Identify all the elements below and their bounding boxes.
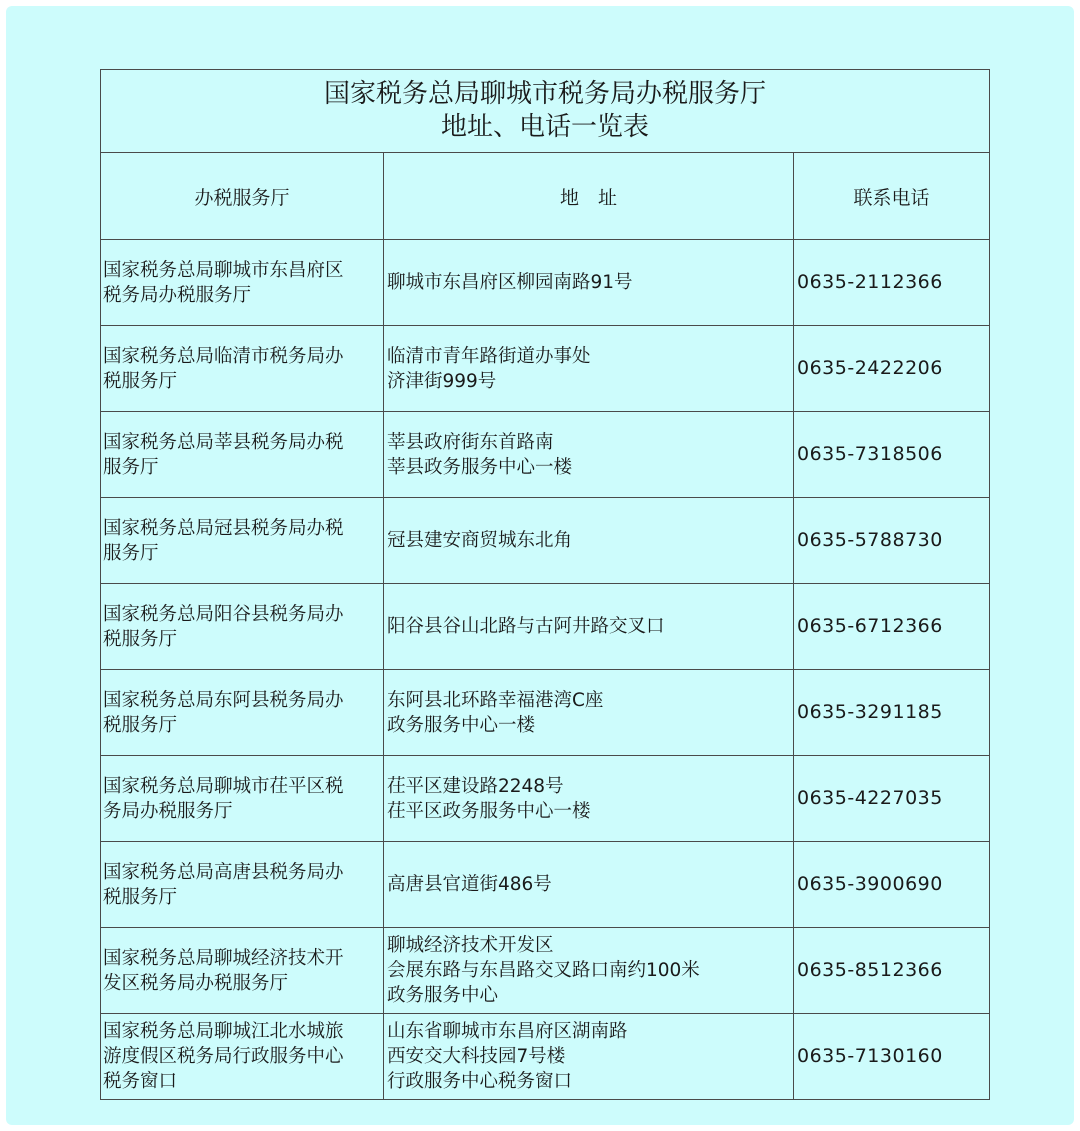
table-title-line-1: 国家税务总局聊城市税务局办税服务厅 xyxy=(323,79,766,109)
hall-name-cell-line: 国家税务总局冠县税务局办税 xyxy=(103,517,344,539)
table-row xyxy=(101,756,990,842)
address-cell-line: 莘县政府街东首路南 xyxy=(387,431,554,453)
hall-name-cell xyxy=(101,412,384,498)
table-title-line-2: 地址、电话一览表 xyxy=(440,112,649,142)
hall-name-cell-line: 国家税务总局聊城市东昌府区 xyxy=(103,259,344,281)
phone-cell: 0635-3291185 xyxy=(794,670,990,756)
phone-cell: 0635-6712366 xyxy=(794,584,990,670)
hall-name-cell xyxy=(101,842,384,928)
address-cell xyxy=(384,756,794,842)
tax-hall-table xyxy=(100,69,990,1100)
address-cell-line: 济津街999号 xyxy=(387,370,497,392)
hall-name-cell xyxy=(101,928,384,1014)
hall-name-cell-line: 国家税务总局莘县税务局办税 xyxy=(103,431,344,453)
address-cell-line: 莘县政务服务中心一楼 xyxy=(387,456,573,478)
address-cell xyxy=(384,842,794,928)
hall-name-cell-line: 务局办税服务厅 xyxy=(103,800,233,822)
hall-name-cell-line: 税服务厅 xyxy=(103,886,178,908)
phone-cell: 0635-4227035 xyxy=(794,756,990,842)
header-phone: 联系电话 xyxy=(794,153,990,240)
address-cell xyxy=(384,928,794,1014)
address-cell-line: 东阿县北环路幸福港湾C座 xyxy=(387,689,604,711)
phone-cell: 0635-5788730 xyxy=(794,498,990,584)
hall-name-cell-line: 税务窗口 xyxy=(103,1071,178,1092)
address-cell xyxy=(384,670,794,756)
hall-name-cell-line: 税务局办税服务厅 xyxy=(103,284,252,306)
address-cell-line: 政务服务中心一楼 xyxy=(387,714,536,736)
address-cell xyxy=(384,326,794,412)
table-row xyxy=(101,928,990,1014)
address-cell-line: 聊城市东昌府区柳园南路91号 xyxy=(387,272,633,293)
header-row xyxy=(101,153,990,240)
hall-name-cell-line: 国家税务总局阳谷县税务局办 xyxy=(103,603,344,625)
address-cell-line: 行政服务中心税务窗口 xyxy=(387,1071,573,1092)
address-cell xyxy=(384,1014,794,1100)
address-cell xyxy=(384,498,794,584)
hall-name-cell xyxy=(101,498,384,584)
address-cell-line: 冠县建安商贸城东北角 xyxy=(387,530,573,551)
table-row xyxy=(101,670,990,756)
phone-cell: 0635-7130160 xyxy=(794,1014,990,1100)
table-row xyxy=(101,412,990,498)
address-cell-line: 阳谷县谷山北路与古阿井路交叉口 xyxy=(387,616,665,637)
address-cell-line: 山东省聊城市东昌府区湖南路 xyxy=(387,1021,628,1042)
hall-name-cell-line: 国家税务总局东阿县税务局办 xyxy=(103,689,344,711)
hall-name-cell-line: 国家税务总局聊城经济技术开 xyxy=(103,947,344,969)
address-cell-line: 西安交大科技园7号楼 xyxy=(387,1046,566,1067)
hall-name-cell xyxy=(101,756,384,842)
address-cell-line: 临清市青年路街道办事处 xyxy=(387,345,591,367)
table-row xyxy=(101,1014,990,1100)
address-cell xyxy=(384,412,794,498)
hall-name-cell-line: 税服务厅 xyxy=(103,714,178,736)
hall-name-cell xyxy=(101,1014,384,1100)
table-row xyxy=(101,240,990,326)
table-row xyxy=(101,326,990,412)
hall-name-cell xyxy=(101,240,384,326)
header-hall: 办税服务厅 xyxy=(101,153,384,240)
hall-name-cell xyxy=(101,584,384,670)
address-cell-line: 会展东路与东昌路交叉路口南约100米 xyxy=(387,960,700,981)
phone-cell: 0635-2422206 xyxy=(794,326,990,412)
address-cell-line: 茌平区建设路2248号 xyxy=(387,775,564,797)
phone-cell: 0635-8512366 xyxy=(794,928,990,1014)
hall-name-cell-line: 服务厅 xyxy=(103,542,159,564)
address-cell-line: 聊城经济技术开发区 xyxy=(387,935,554,956)
phone-cell: 0635-7318506 xyxy=(794,412,990,498)
phone-cell: 0635-3900690 xyxy=(794,842,990,928)
hall-name-cell-line: 国家税务总局聊城江北水城旅 xyxy=(103,1021,344,1042)
hall-name-cell-line: 国家税务总局临清市税务局办 xyxy=(103,345,344,367)
address-cell-line: 政务服务中心 xyxy=(387,985,499,1006)
hall-name-cell-line: 税服务厅 xyxy=(103,628,178,650)
hall-name-cell-line: 税服务厅 xyxy=(103,370,178,392)
hall-name-cell-line: 服务厅 xyxy=(103,456,159,478)
table-row xyxy=(101,842,990,928)
hall-name-cell-line: 发区税务局办税服务厅 xyxy=(103,972,289,994)
hall-name-cell-line: 游度假区税务局行政服务中心 xyxy=(103,1046,344,1067)
header-address: 地 址 xyxy=(384,153,794,240)
table-row xyxy=(101,498,990,584)
address-cell xyxy=(384,240,794,326)
address-cell-line: 茌平区政务服务中心一楼 xyxy=(387,800,591,822)
hall-name-cell xyxy=(101,326,384,412)
phone-cell: 0635-2112366 xyxy=(794,240,990,326)
hall-name-cell xyxy=(101,670,384,756)
address-cell-line: 高唐县官道街486号 xyxy=(387,874,552,895)
address-cell xyxy=(384,584,794,670)
table-row xyxy=(101,584,990,670)
hall-name-cell-line: 国家税务总局聊城市茌平区税 xyxy=(103,775,344,797)
hall-name-cell-line: 国家税务总局高唐县税务局办 xyxy=(103,861,344,883)
table-title xyxy=(101,70,990,153)
